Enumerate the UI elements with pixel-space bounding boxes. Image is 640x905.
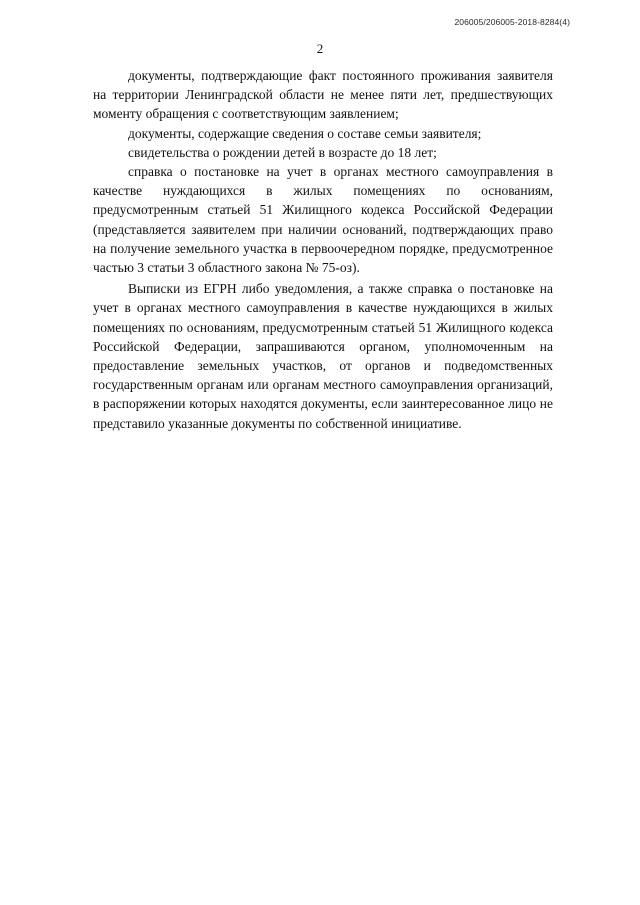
- page-number: 2: [316, 41, 324, 56]
- paragraph-birth-certificates: свидетельства о рождении детей в возрасте до 18 лет;: [128, 144, 437, 160]
- document-registration-code: 206005/206005-2018-8284(4): [454, 17, 570, 27]
- paragraph-family-composition: документы, содержащие сведения о составе семьи заявителя;: [128, 125, 482, 141]
- document-body: [93, 66, 553, 433]
- paragraph-egrn-extracts: Выписки из ЕГРН либо уведомления, а также справка о постановке на учет в органах местного самоуправления в качестве нуждающихся в жилых помещениях по основаниям, предусмотренным статьей 51 Жилищного кодекса Российской Федерации, запрашиваются органом, уполномоченным на предоставление земельных участков, от органов и подведомственных государственным органам или органам местного самоуправления организаций, в распоряжении которых находятся документы, если заинтересованное лицо не представило указанные документы по собственной инициативе.: [93, 281, 553, 431]
- paragraph-residence-documents: документы, подтверждающие факт постоянного проживания заявителя на территории Ленинградской области не менее пяти лет, предшествующих моменту обращения с соответствующим заявлением;: [93, 68, 553, 122]
- paragraph-housing-registration-certificate: справка о постановке на учет в органах местного самоуправления в качестве нуждающихся в жилых помещениях по основаниям, предусмотренным статьей 51 Жилищного кодекса Российской Федерации (представляется заявителем при наличии оснований, подтверждающих право на получение земельного участка в первоочередном порядке, предусмотренное частью 3 статьи 3 областного закона № 75-оз).: [93, 164, 553, 276]
